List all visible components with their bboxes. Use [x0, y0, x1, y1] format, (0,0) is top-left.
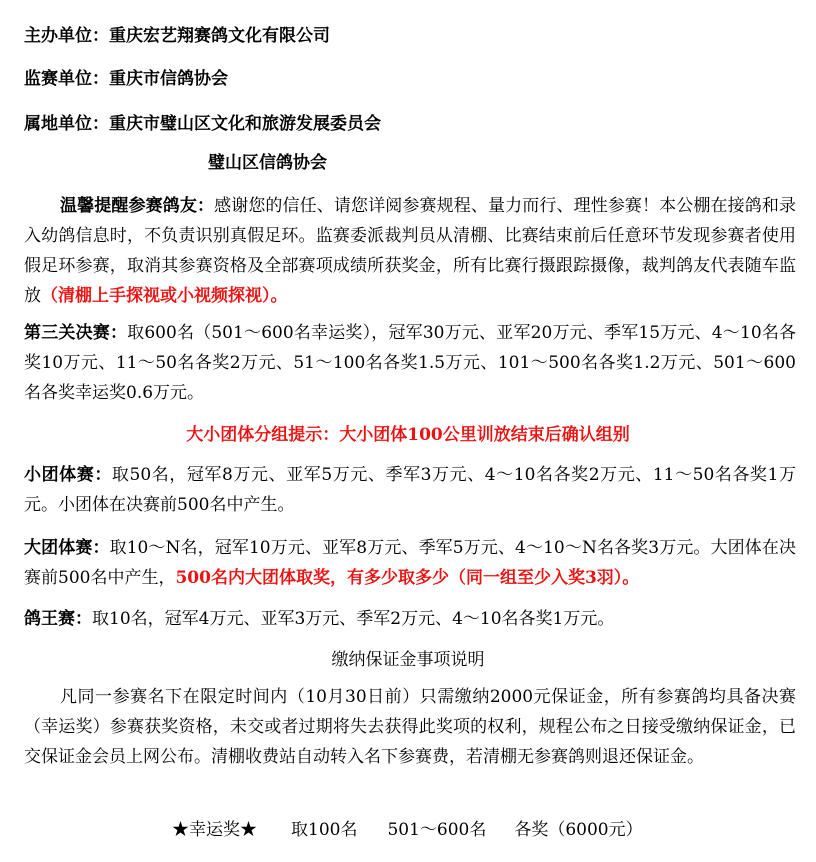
king-race-text: 取10名，冠军4万元、亚军3万元、季军2万元、4～10名各奖1万元。: [92, 609, 615, 629]
group-notice: 大小团体分组提示：大小团体100公里训放结束后确认组别: [186, 425, 630, 445]
small-group-paragraph: [24, 460, 796, 520]
host-line: [24, 24, 330, 48]
large-group-label: 大团体赛：: [24, 538, 110, 558]
local-label: 属地单位：: [24, 114, 109, 134]
reminder-paragraph: [24, 191, 796, 311]
lucky-count: 取100名: [291, 820, 358, 840]
king-race-paragraph: [24, 604, 796, 634]
deposit-paragraph: 凡同一参赛名下在限定时间内（10月30日前）只需缴纳2000元保证金，所有参赛鸽均具备决赛（幸运奖）参赛获奖资格，未交或者过期将失去获得此奖项的权利，规程公布之日接受缴纳保证金，已交保证金会员上网公布。清棚收费站自动转入名下参赛费，若清棚无参赛鸽则退还保证金。: [24, 687, 796, 767]
reminder-text: 感谢您的信任、请您详阅参赛规程、量力而行、理性参赛！本公棚在接鸽和录入幼鸽信息时，不负责识别真假足环。监赛委派裁判员从清棚、比赛结束前后任意环节发现参赛者使用假足环参赛，取消其参赛资格及全部赛项成绩所获奖金，所有比赛行摄跟踪摄像，裁判鸽友代表随车监放: [24, 196, 797, 306]
small-group-label: 小团体赛：: [24, 465, 112, 485]
local-line: [24, 112, 381, 136]
final-race-label: 第三关决赛：: [24, 323, 128, 343]
supervisor-value: 重庆市信鸽协会: [109, 69, 228, 89]
large-group-paragraph: [24, 533, 796, 593]
large-group-text: 取10～N名，冠军10万元、亚军8万元、季军5万元、4～10～N名各奖3万元。大团体在决赛前500名中产生，: [24, 538, 796, 588]
host-value: 重庆宏艺翔赛鸽文化有限公司: [109, 26, 330, 46]
reminder-label: 温馨提醒参赛鸽友：: [60, 196, 215, 216]
lucky-prize: 各奖（6000元）: [514, 820, 643, 840]
host-label: 主办单位：: [24, 26, 109, 46]
supervisor-label: 监赛单位：: [24, 69, 109, 89]
final-race-text: 取600名（501～600名幸运奖），冠军30万元、亚军20万元、季军15万元、4～10名各奖10万元、11～50名各奖2万元、51～100名各奖1.5万元、101～500名各奖1.2万元、501～600名各奖幸运奖0.6万元。: [24, 323, 797, 403]
king-race-label: 鸽王赛：: [24, 609, 92, 629]
reminder-note: （清棚上手探视或小视频探视）。: [41, 286, 288, 306]
final-race-paragraph: [24, 318, 796, 408]
lucky-award-line: [172, 818, 643, 842]
local-value-2: 璧山区信鸽协会: [208, 153, 327, 173]
local-value: 重庆市璧山区文化和旅游发展委员会: [109, 114, 381, 134]
large-group-note: 500名内大团体取奖，有多少取多少（同一组至少入奖3羽）。: [175, 568, 640, 588]
supervisor-line: [24, 67, 228, 91]
lucky-range: 501～600名: [387, 820, 487, 840]
lucky-title: ★幸运奖★: [172, 820, 257, 840]
deposit-title: 缴纳保证金事项说明: [331, 650, 485, 670]
small-group-text: 取50名，冠军8万元、亚军5万元、季军3万元、4～10名各奖2万元、11～50名各奖1万元。小团体在决赛前500名中产生。: [24, 465, 797, 515]
